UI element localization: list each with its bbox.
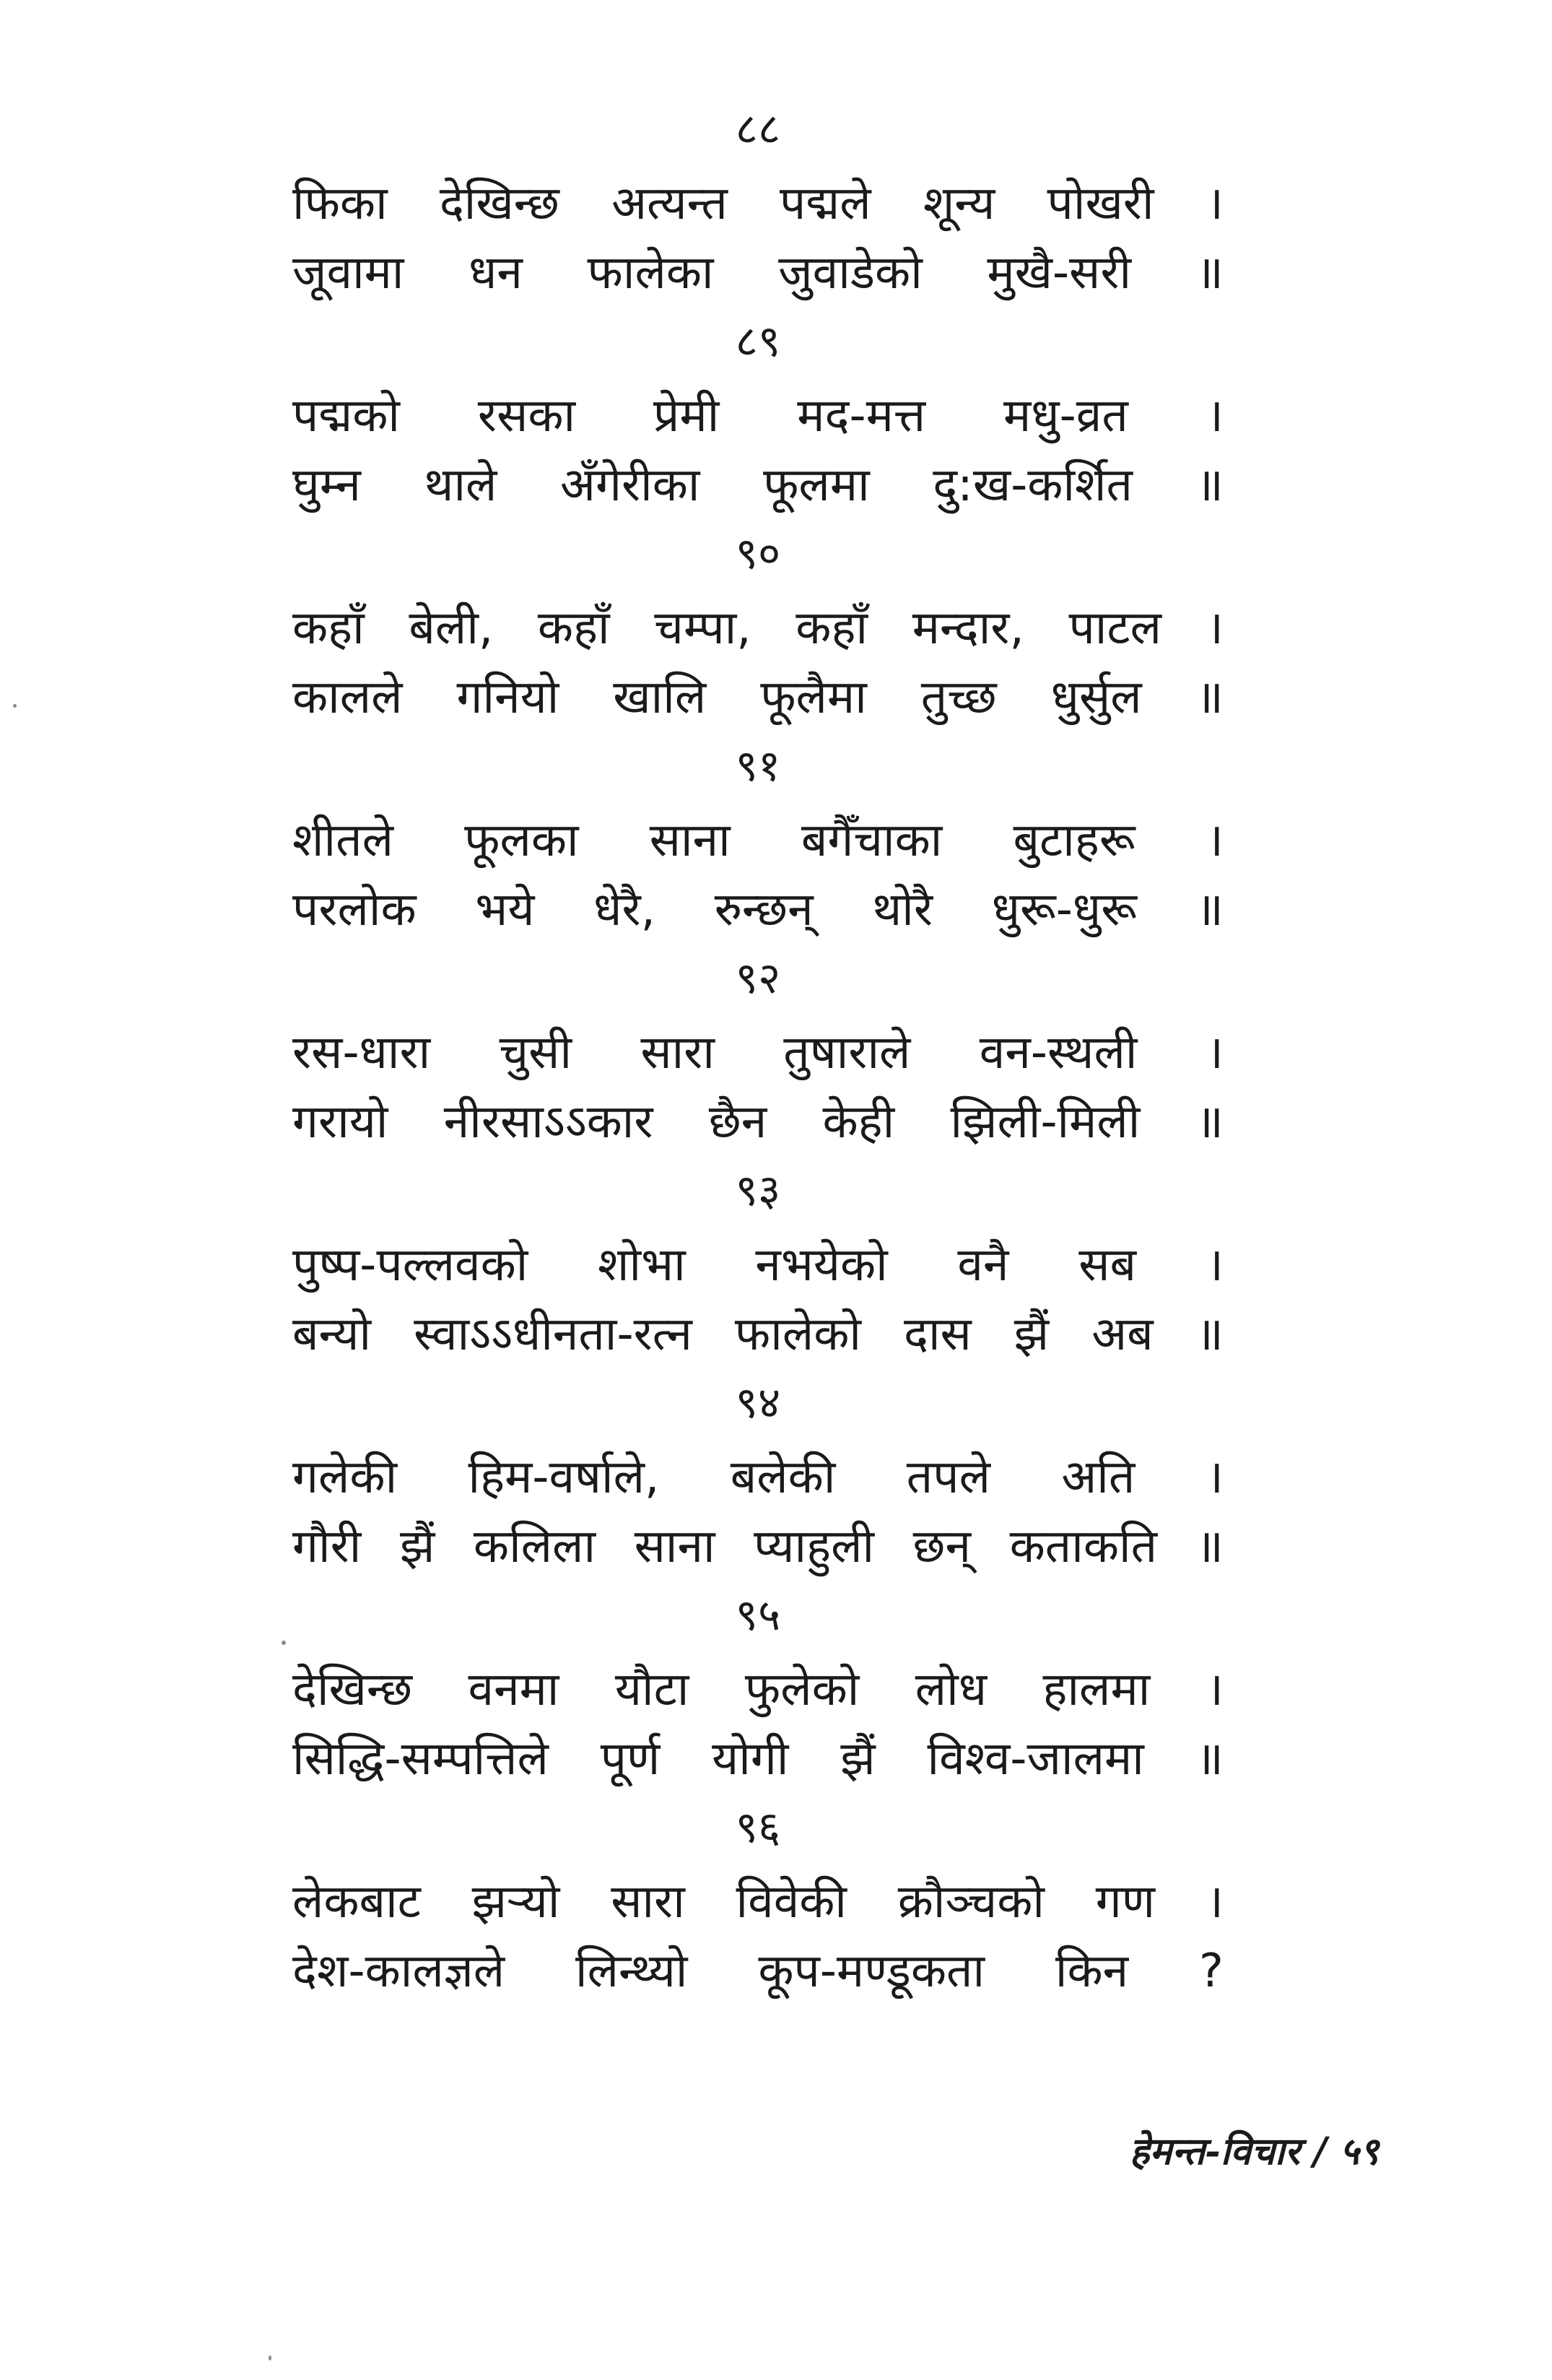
verse — [292, 1163, 1224, 1375]
verse — [292, 313, 1224, 526]
verse-number: ९० — [735, 529, 781, 579]
verse-line: कहाँ बेली, कहाँ चम्पा, कहाँ मन्दार, पाटल । — [292, 601, 1224, 655]
verse-number: ९१ — [735, 741, 781, 791]
verse-list — [292, 101, 1224, 2012]
verse-number: ९४ — [735, 1378, 781, 1428]
verse-line: शीतले फूलका साना बगैँचाका बुटाहरू । — [292, 814, 1224, 867]
verse-line: घुम्न थाले अँगेरीका फूलमा दु:ख-कर्शित ॥ — [292, 459, 1224, 512]
verse-line: गलेकी हिम-वर्षाले, बलेकी तपले अति । — [292, 1451, 1224, 1504]
verse — [292, 738, 1224, 950]
verse-number: ९६ — [735, 1802, 781, 1853]
verse-line: देखिन्छ वनमा यौटा फुलेको लोध हालमा । — [292, 1663, 1224, 1716]
verse-line: बन्यो स्वाऽऽधीनता-रत्न फालेको दास झैं अब ॥ — [292, 1308, 1224, 1361]
verse-number: ८८ — [735, 104, 781, 155]
verse-line: परलोक भये धेरै, रुन्छन् थोरै धुरू-धुरू ॥ — [292, 883, 1224, 937]
verse — [292, 101, 1224, 313]
verse-line: फिका देखिन्छ अत्यन्त पद्मले शून्य पोखरी । — [292, 177, 1224, 230]
verse-number: ९३ — [735, 1165, 781, 1216]
verse — [292, 1799, 1224, 2012]
running-footer — [1130, 2123, 1379, 2181]
verse-line: सिद्धि-सम्पत्तिले पूर्ण योगी झैं विश्व-जालमा ॥ — [292, 1732, 1224, 1786]
verse — [292, 1587, 1224, 1799]
footer-separator: / — [1312, 2129, 1327, 2173]
verse-line: गरायो नीरसाऽऽकार छैन केही झिली-मिली ॥ — [292, 1095, 1224, 1149]
scan-speck — [269, 2355, 271, 2361]
verse-number: ९२ — [735, 953, 781, 1004]
verse-number: ९५ — [735, 1590, 781, 1641]
verse-line: रस-धारा चुसी सारा तुषाराले वन-स्थली । — [292, 1026, 1224, 1080]
verse — [292, 950, 1224, 1163]
page-number: ५९ — [1339, 2129, 1379, 2173]
verse-line: देश-कालज्ञले लिन्थ्यो कूप-मण्डूकता किन ? — [292, 1945, 1224, 1998]
scan-speck — [13, 704, 17, 708]
verse-line: जूवामा धन फालेका जुवाडेको मुखै-सरी ॥ — [292, 246, 1224, 300]
book-title: हेमन्त-विचार — [1129, 2129, 1300, 2173]
verse-line: गौरी झैं कलिला साना प्याहुली छन् कताकति ॥ — [292, 1520, 1224, 1573]
verse-line: पद्मको रसका प्रेमी मद-मत्त मधु-व्रत । — [292, 389, 1224, 443]
verse-line: पुष्प-पल्लवको शोभा नभयेको वनै सब । — [292, 1238, 1224, 1292]
verse — [292, 1375, 1224, 1587]
verse-number: ८९ — [735, 316, 781, 367]
scan-speck — [282, 1641, 286, 1645]
verse-line: कालले गनियो खालि फूलैमा तुच्छ धुर्सुल ॥ — [292, 671, 1224, 724]
verse-line: लेकबाट झर्‍यो सारा विवेकी क्रौञ्चको गण । — [292, 1875, 1224, 1929]
verse — [292, 526, 1224, 738]
